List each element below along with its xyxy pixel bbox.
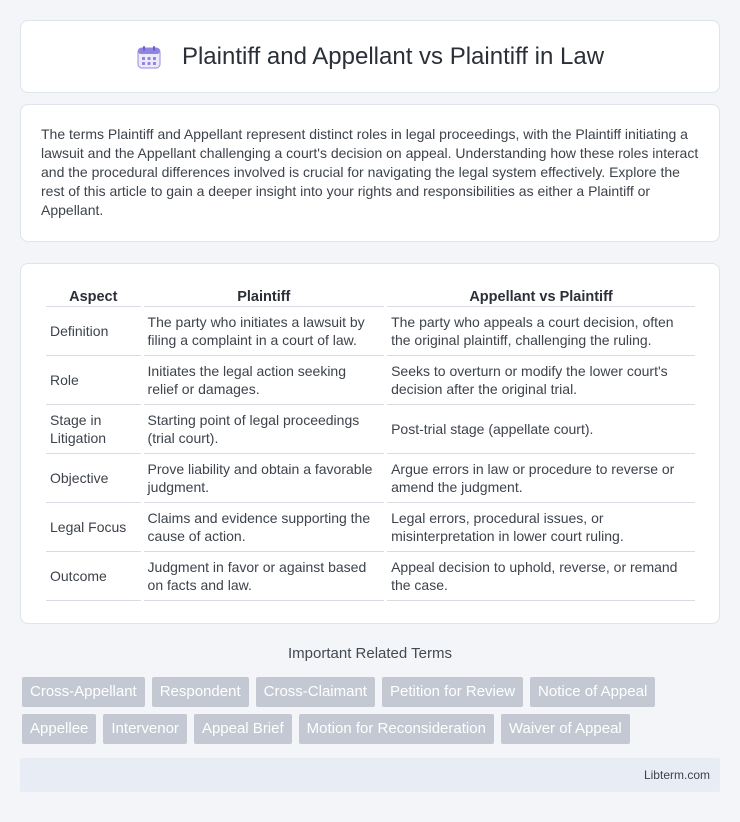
table-row (46, 454, 695, 503)
row-aspect: Outcome (46, 552, 141, 601)
row-appellant: Seeks to overturn or modify the lower court's decision after the original trial. (387, 356, 695, 405)
row-plaintiff: Initiates the legal action seeking relief or damages. (144, 356, 385, 405)
header-appellant-vs-plaintiff: Appellant vs Plaintiff (387, 286, 695, 307)
row-aspect: Role (46, 356, 141, 405)
footer (20, 758, 720, 792)
row-plaintiff: Claims and evidence supporting the cause of action. (144, 503, 385, 552)
table-row (46, 503, 695, 552)
row-aspect: Legal Focus (46, 503, 141, 552)
tag-appellee[interactable]: Appellee (22, 714, 96, 744)
row-appellant: Post-trial stage (appellate court). (387, 405, 695, 454)
tag-cross-claimant[interactable]: Cross-Claimant (256, 677, 375, 707)
table-row (46, 552, 695, 601)
intro-card (20, 104, 720, 242)
header-plaintiff: Plaintiff (144, 286, 385, 307)
row-plaintiff: Starting point of legal proceedings (trial court). (144, 405, 385, 454)
page-title: Plaintiff and Appellant vs Plaintiff in Law (181, 42, 605, 70)
row-aspect: Stage in Litigation (46, 405, 141, 454)
row-aspect: Objective (46, 454, 141, 503)
intro-text: The terms Plaintiff and Appellant represent distinct roles in legal proceedings, with the Plaintiff initiating a lawsuit and the Appellant challenging a court's decision on appeal. Understanding how these roles interact and the procedural differences involved is crucial for navigating the legal system effectively. Explore the rest of this article to gain a deeper insight into your rights and responsibilities as either a Plaintiff or Appellant. (41, 126, 699, 218)
row-plaintiff: The party who initiates a lawsuit by filing a complaint in a court of law. (144, 307, 385, 356)
tag-notice-of-appeal[interactable]: Notice of Appeal (530, 677, 655, 707)
table-row (46, 405, 695, 454)
table-header-row (46, 286, 695, 307)
tag-waiver-of-appeal[interactable]: Waiver of Appeal (501, 714, 630, 744)
title-card (20, 20, 720, 93)
comparison-table-card (20, 263, 720, 624)
related-terms-title: Important Related Terms (288, 645, 452, 662)
row-plaintiff: Prove liability and obtain a favorable judgment. (144, 454, 385, 503)
tag-appeal-brief[interactable]: Appeal Brief (194, 714, 292, 744)
calendar-icon (136, 44, 162, 70)
row-appellant: The party who appeals a court decision, often the original plaintiff, challenging the ruling. (387, 307, 695, 356)
tag-motion-for-reconsideration[interactable]: Motion for Reconsideration (299, 714, 494, 744)
table-row (46, 356, 695, 405)
tag-respondent[interactable]: Respondent (152, 677, 249, 707)
row-plaintiff: Judgment in favor or against based on facts and law. (144, 552, 385, 601)
tag-intervenor[interactable]: Intervenor (103, 714, 187, 744)
related-terms-list (22, 677, 722, 744)
row-appellant: Legal errors, procedural issues, or misinterpretation in lower court ruling. (387, 503, 695, 552)
footer-site-link[interactable]: Libterm.com (643, 768, 710, 782)
row-appellant: Appeal decision to uphold, reverse, or remand the case. (387, 552, 695, 601)
header-aspect: Aspect (46, 286, 141, 307)
table-row (46, 307, 695, 356)
row-aspect: Definition (46, 307, 141, 356)
row-appellant: Argue errors in law or procedure to reverse or amend the judgment. (387, 454, 695, 503)
tag-cross-appellant[interactable]: Cross-Appellant (22, 677, 145, 707)
comparison-table (43, 286, 698, 601)
tag-petition-for-review[interactable]: Petition for Review (382, 677, 523, 707)
